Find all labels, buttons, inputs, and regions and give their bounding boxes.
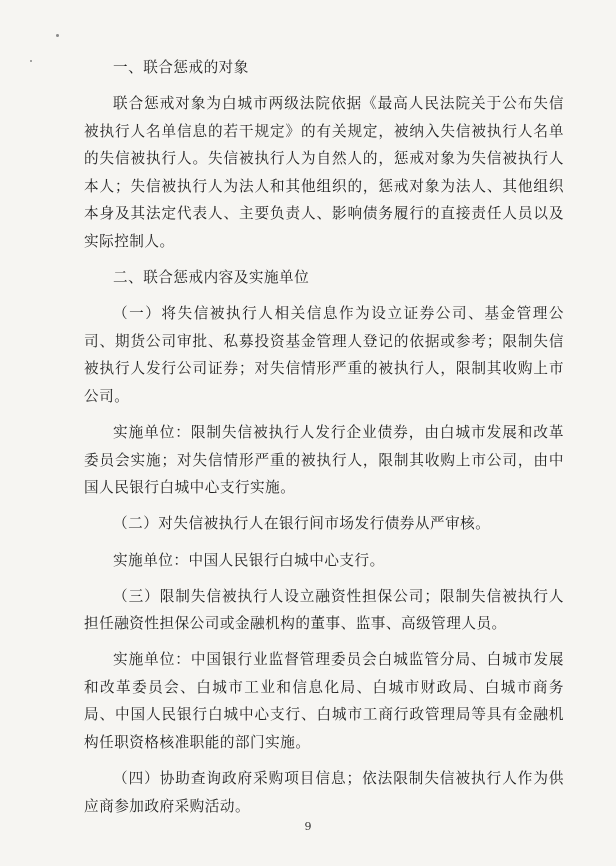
paragraph-implementer-3: 实施单位：中国银行业监督管理委员会白城监管分局、白城市发展和改革委员会、白城市工业和信息化局、白城市财政局、白城市商务局、中国人民银行白城中心支行、白城市工商行政管理局等具有金融机构任职资格核准职能的部门实施。 [84,651,564,752]
section-heading-content: 二、联合惩戒内容及实施单位 [113,269,310,287]
scan-speck [30,60,32,62]
paragraph-implementer-2: 实施单位：中国人民银行白城中心支行。 [113,551,385,569]
paragraph-item-3: （三）限制失信被执行人设立融资性担保公司；限制失信被执行人担任融资性担保公司或金融机构的董事、监事、高级管理人员。 [84,587,564,633]
paragraph-item-1: （一）将失信被执行人相关信息作为设立证券公司、基金管理公司、期货公司审批、私募投资基金管理人登记的依据或参考；限制失信被执行人发行公司证券；对失信情形严重的被执行人，限制其收购上市公司。 [84,305,564,406]
page-number: 9 [304,820,312,833]
paragraph-item-4: （四）协助查询政府采购项目信息；依法限制失信被执行人作为供应商参加政府采购活动。 [84,770,564,815]
scan-speck [56,34,59,37]
document-body [84,54,564,829]
paragraph-implementer-1: 实施单位：限制失信被执行人发行企业债券，由白城市发展和改革委员会实施；对失信情形严重的被执行人，限制其收购上市公司，由中国人民银行白城中心支行实施。 [84,424,564,497]
paragraph-item-2: （二）对失信被执行人在银行间市场发行债券从严审核。 [113,515,491,533]
paragraph-objects: 联合惩戒对象为白城市两级法院依据《最高人民法院关于公布失信被执行人名单信息的若干规定》的有关规定，被纳入失信被执行人名单的失信被执行人。失信被执行人为自然人的，惩戒对象为失信被执行人本人；失信被执行人为法人和其他组织的，惩戒对象为法人、其他组织本身及其法定代表人、主要负责人、影响债务履行的直接责任人员以及实际控制人。 [84,95,564,251]
section-heading-objects: 一、联合惩戒的对象 [113,59,249,76]
